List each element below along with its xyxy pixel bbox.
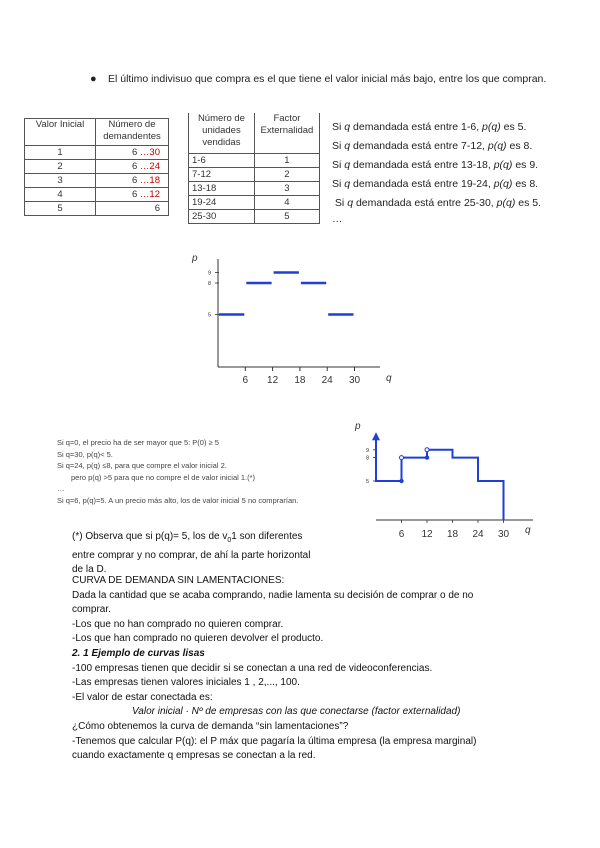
star-line-2: entre comprar y no comprar, de ahí la parte horizontal [72, 549, 311, 561]
paragraph: comprar. [72, 604, 111, 616]
x-tick-label: 30 [348, 375, 361, 386]
table-row [189, 154, 320, 168]
y-tick-label: 8 [207, 281, 211, 287]
pq-var: p(q) [487, 140, 507, 152]
cell-factor: 2 [254, 168, 319, 182]
open-point [400, 456, 404, 460]
count-text: 6 [154, 203, 160, 214]
t: 1 son diferentes [231, 531, 303, 542]
t: es 5. [500, 121, 527, 133]
t: (*) Observa que si p(q)= 5, los de v [72, 531, 228, 542]
x-axis-label: q [525, 525, 531, 536]
t: es 9. [512, 159, 539, 171]
cell-count [96, 174, 169, 188]
x-axis-label: q [386, 373, 392, 384]
price-line-1 [332, 118, 541, 137]
example-title: 2. 1 Ejemplo de curvas lisas [72, 647, 205, 659]
y-tick-label: 9 [207, 270, 211, 277]
x-tick-label: 24 [321, 375, 333, 386]
cell-value: 1 [25, 146, 96, 160]
count-text: 6 [131, 189, 138, 200]
table-row [25, 146, 169, 160]
header-numero-demandentes: Número de demandentes [96, 119, 169, 146]
filled-point [425, 455, 429, 459]
x-tick-label: 12 [421, 529, 433, 540]
star-line-1 [72, 530, 542, 549]
paragraph: -Los que han comprado no quieren devolver el producto. [72, 633, 324, 645]
star-line-3: de la D. [72, 564, 107, 576]
note-line: Si q=24, p(q) ≤8, para que compre el valor inicial 2. [57, 461, 227, 470]
paragraph: -Las empresas tienen valores iniciales 1 , 2,..., 100. [72, 677, 300, 689]
pq-var: p(q) [496, 197, 516, 209]
cell-count [96, 188, 169, 202]
header-unidades-vendidas: Número de unidades vendidas [189, 113, 255, 154]
main-text [72, 574, 542, 764]
cell-value: 2 [25, 160, 96, 174]
open-point [425, 448, 429, 452]
cell-value: 5 [25, 202, 96, 216]
paragraph: -El valor de estar conectada es: [72, 691, 213, 703]
cell-factor: 1 [254, 154, 319, 168]
y-tick-label: 9 [365, 447, 369, 454]
t: demandada está entre 19-24, [350, 178, 494, 190]
paragraph: -Los que no han comprado no quieren comprar. [72, 618, 284, 630]
x-tick-label: 18 [294, 375, 306, 386]
price-line-4 [332, 175, 541, 194]
price-explanation [332, 118, 541, 225]
paragraph: -Tenemos que calcular P(q): el P máx que pagaría la última empresa (la empresa marginal) [72, 735, 477, 747]
header-valor-inicial: Valor Inicial [25, 119, 96, 146]
pq-var: p(q) [482, 121, 501, 133]
table-row [25, 174, 169, 188]
cell-units: 19-24 [189, 196, 255, 210]
table-row [189, 196, 320, 210]
x-tick-label: 6 [242, 375, 249, 386]
header-factor-externalidad: Factor Externalidad [254, 113, 319, 154]
case-notes [57, 437, 298, 506]
bullet-icon: ● [90, 73, 97, 85]
table-row [189, 168, 320, 182]
t: es 8. [506, 140, 533, 152]
cell-factor: 4 [254, 196, 319, 210]
t: demandada está entre 25-30, [353, 197, 497, 209]
pq-var: p(q) [493, 159, 513, 171]
price-line-3 [332, 156, 541, 175]
note-line: Si q=0, el precio ha de ser mayor que 5: P(0) ≥ 5 [57, 438, 219, 447]
cell-value: 4 [25, 188, 96, 202]
paragraph: Dada la cantidad que se acaba comprando, nadie lamenta su decisión de comprar o de no [72, 589, 474, 601]
y-axis-label: p [355, 421, 361, 432]
cell-count [96, 202, 169, 216]
t: demandada está entre 7-12, [350, 140, 488, 152]
pq-var: p(q) [493, 178, 513, 190]
table-row [25, 202, 169, 216]
subscript: 0 [227, 537, 232, 544]
cumulative-note: …18 [139, 175, 160, 186]
paragraph: cuando exactamente q empresas se conectan a la red. [72, 750, 316, 762]
y-tick-label: 5 [365, 479, 369, 485]
t: es 8. [512, 178, 539, 190]
t: Si [332, 159, 345, 171]
cell-factor: 5 [254, 210, 319, 224]
cell-count [96, 160, 169, 174]
cell-units: 25-30 [189, 210, 255, 224]
price-line-2 [332, 137, 541, 156]
cumulative-note: …12 [139, 189, 160, 200]
paragraph: ¿Cómo obtenemos la curva de demanda “sin lamentaciones”? [72, 720, 349, 732]
cell-units: 7-12 [189, 168, 255, 182]
cumulative-note: …24 [139, 161, 160, 172]
t: es 5. [515, 197, 542, 209]
x-tick-label: 6 [398, 529, 405, 540]
x-tick-label: 30 [497, 529, 510, 540]
intro-bullet-text: El último indivisuo que compra es el que tiene el valor inicial más bajo, entre los que compran. [108, 73, 547, 85]
q-var: q [347, 197, 354, 209]
x-tick-label: 18 [446, 529, 459, 540]
t: Si [332, 178, 345, 190]
t: demandada está entre 1-6, [350, 121, 483, 133]
cell-count [96, 146, 169, 160]
q-var: q [344, 178, 351, 190]
cumulative-note: …30 [139, 147, 160, 158]
t: Si [332, 140, 345, 152]
externality-table [188, 113, 320, 224]
cell-value: 3 [25, 174, 96, 188]
price-line-5 [332, 194, 541, 213]
table-row [189, 210, 320, 224]
filled-point [399, 479, 403, 483]
formula-line: Valor inicial · Nº de empresas con las que conectarse (factor externalidad) [132, 706, 461, 718]
y-tick-label: 5 [207, 312, 211, 319]
section-heading: CURVA DE DEMANDA SIN LAMENTACIONES: [72, 575, 285, 586]
initial-value-table [24, 118, 169, 216]
footnote-star [72, 530, 542, 578]
y-axis-label: p [192, 253, 198, 264]
x-tick-label: 12 [267, 375, 279, 386]
paragraph: -100 empresas tienen que decidir si se conectan a una red de videoconferencias. [72, 662, 433, 674]
y-tick-label: 8 [365, 455, 369, 462]
axis-arrow-icon [372, 432, 380, 440]
cell-factor: 3 [254, 182, 319, 196]
q-var: q [344, 159, 351, 171]
note-line: Si q=30, p(q)< 5. [57, 449, 113, 459]
note-line: Si q=6, p(q)=5. A un precio más alto, los de valor inicial 5 no comprarían. [57, 495, 299, 505]
demand-step-chart [180, 245, 410, 395]
cell-units: 1-6 [189, 154, 255, 168]
count-text: 6 [131, 147, 138, 158]
t: Si [332, 121, 345, 133]
ellipsis: … [332, 213, 343, 225]
cell-units: 13-18 [189, 182, 255, 196]
t: Si [334, 197, 348, 209]
x-tick-label: 24 [472, 529, 484, 540]
q-var: q [344, 121, 351, 133]
note-line: … [57, 484, 65, 493]
note-line: pero p(q) >5 para que no compre el de valor inicial 1.(*) [71, 472, 256, 482]
table-row [189, 182, 320, 196]
demand-curve-path [376, 434, 504, 520]
count-text: 6 [131, 175, 138, 186]
table-row [25, 160, 169, 174]
q-var: q [344, 140, 351, 152]
t: demandada está entre 13-18, [350, 159, 494, 171]
table-row [25, 188, 169, 202]
count-text: 6 [131, 161, 138, 172]
